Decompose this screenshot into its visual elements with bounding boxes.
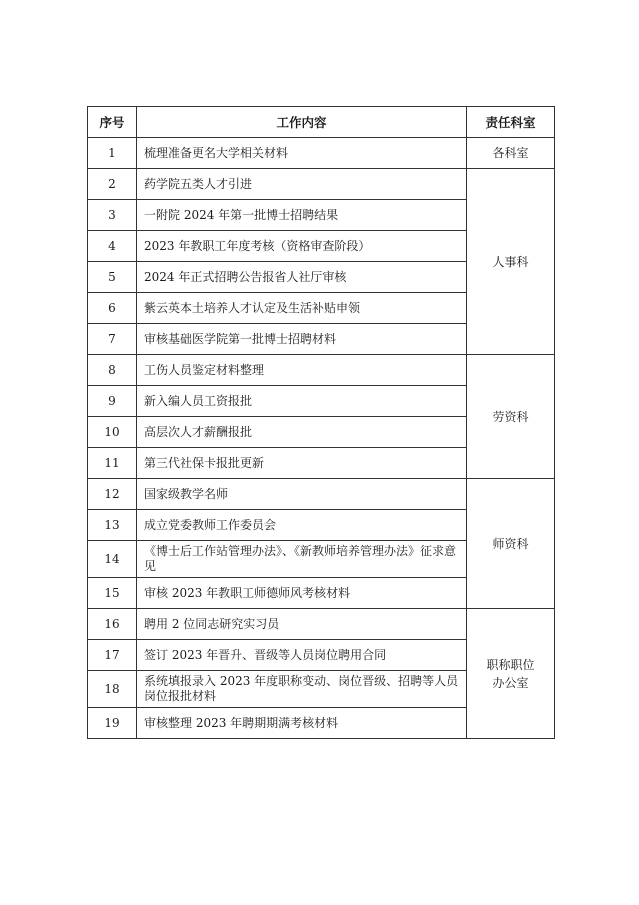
row-seq: 10 [88,417,137,448]
row-content: 高层次人才薪酬报批 [137,417,467,448]
dept-cell: 人事科 [467,169,555,355]
row-content: 《博士后工作站管理办法》、《新教师培养管理办法》征求意见 [137,541,467,578]
header-dept: 责任科室 [467,107,555,138]
row-content: 第三代社保卡报批更新 [137,448,467,479]
dept-cell [467,609,555,739]
row-seq: 14 [88,541,137,578]
table-row [88,355,555,386]
row-seq: 12 [88,479,137,510]
dept-cell: 各科室 [467,138,555,169]
row-seq: 19 [88,708,137,739]
header-seq: 序号 [88,107,137,138]
row-seq: 1 [88,138,137,169]
row-content: 梳理准备更名大学相关材料 [137,138,467,169]
dept-cell: 师资科 [467,479,555,609]
table-row [88,169,555,200]
row-content: 审核 2023 年教职工师德师风考核材料 [137,578,467,609]
row-seq: 11 [88,448,137,479]
table-row [88,609,555,640]
row-seq: 16 [88,609,137,640]
row-seq: 3 [88,200,137,231]
table-row [88,138,555,169]
row-seq: 2 [88,169,137,200]
row-seq: 18 [88,671,137,708]
row-seq: 15 [88,578,137,609]
row-seq: 9 [88,386,137,417]
work-task-table [87,106,555,739]
row-seq: 5 [88,262,137,293]
dept-cell: 劳资科 [467,355,555,479]
row-seq: 17 [88,640,137,671]
row-content: 新入编人员工资报批 [137,386,467,417]
row-content: 签订 2023 年晋升、晋级等人员岗位聘用合同 [137,640,467,671]
row-content: 工伤人员鉴定材料整理 [137,355,467,386]
row-seq: 6 [88,293,137,324]
row-content: 聘用 2 位同志研究实习员 [137,609,467,640]
row-content: 一附院 2024 年第一批博士招聘结果 [137,200,467,231]
row-content: 成立党委教师工作委员会 [137,510,467,541]
header-content: 工作内容 [137,107,467,138]
row-seq: 4 [88,231,137,262]
row-seq: 8 [88,355,137,386]
row-content: 2023 年教职工年度考核（资格审查阶段） [137,231,467,262]
row-content: 紫云英本土培养人才认定及生活补贴申领 [137,293,467,324]
row-content: 2024 年正式招聘公告报省人社厅审核 [137,262,467,293]
row-content: 系统填报录入 2023 年度职称变动、岗位晋级、招聘等人员岗位报批材料 [137,671,467,708]
row-seq: 7 [88,324,137,355]
row-content: 国家级教学名师 [137,479,467,510]
table-row [88,479,555,510]
dept-name: 职称职位办公室 [486,657,535,690]
row-content: 审核基础医学院第一批博士招聘材料 [137,324,467,355]
row-content: 药学院五类人才引进 [137,169,467,200]
row-seq: 13 [88,510,137,541]
table-header-row [88,107,555,138]
row-content: 审核整理 2023 年聘期期满考核材料 [137,708,467,739]
